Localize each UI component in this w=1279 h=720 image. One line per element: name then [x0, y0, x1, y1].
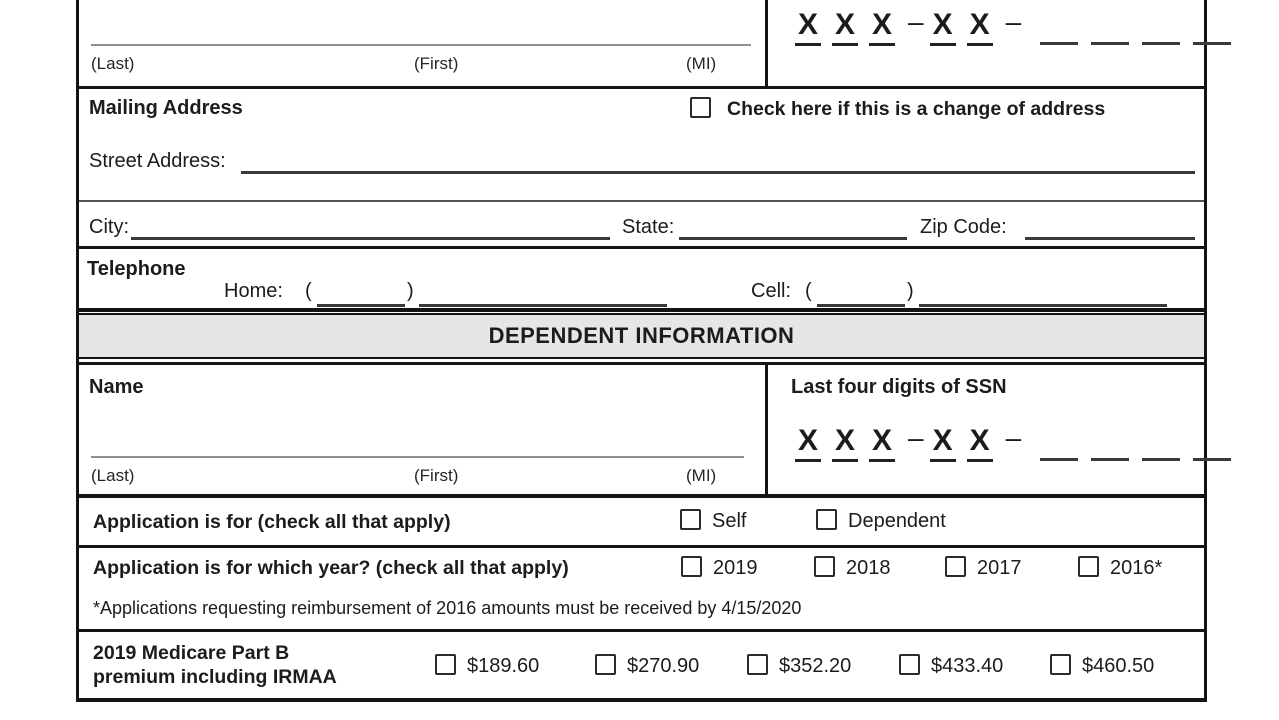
premium-18960-checkbox[interactable]	[435, 654, 456, 675]
ssn-x: X	[869, 426, 895, 462]
mi-caption: (MI)	[686, 466, 717, 485]
dependent-name-field[interactable]	[91, 456, 744, 458]
ssn-dash: –	[908, 6, 924, 37]
home-open-paren: (	[305, 280, 312, 302]
first-name-caption: (First)	[414, 466, 459, 485]
dependent-label: Dependent	[848, 510, 946, 532]
ssn-digit-slot[interactable]	[1091, 36, 1129, 45]
premium-label-line2: premium including IRMAA	[93, 666, 337, 688]
zip-label: Zip Code:	[920, 216, 1007, 238]
dependent-name-title: Name	[89, 376, 144, 398]
zip-field[interactable]	[1025, 216, 1195, 240]
application-year-label: Application is for which year? (check all that apply)	[93, 557, 569, 579]
premium-35220-checkbox[interactable]	[747, 654, 768, 675]
self-checkbox[interactable]	[680, 509, 701, 530]
mailing-address-title: Mailing Address	[89, 97, 243, 119]
cell-area-code-field[interactable]	[817, 280, 905, 307]
row-border	[79, 246, 1204, 249]
dependent-ssn-format[interactable]	[795, 424, 1231, 462]
row-border	[79, 629, 1204, 632]
first-name-caption: (First)	[414, 54, 459, 73]
last-name-caption: (Last)	[91, 466, 135, 485]
row-border	[79, 362, 1204, 365]
home-area-code-field[interactable]	[317, 280, 405, 307]
reimbursement-form	[76, 0, 1207, 702]
home-close-paren: )	[407, 280, 414, 302]
year-2017-label: 2017	[977, 557, 1022, 579]
ssn-x: X	[967, 10, 993, 46]
applicant-ssn-format[interactable]	[795, 8, 1231, 46]
ssn-dash: –	[1005, 6, 1022, 37]
year-footnote: *Applications requesting reimbursement of 2016 amounts must be received by 4/15/2020	[93, 598, 802, 618]
cell-open-paren: (	[805, 280, 812, 302]
premium-43340-checkbox[interactable]	[899, 654, 920, 675]
ssn-digit-slot[interactable]	[1193, 36, 1231, 45]
year-2016-label: 2016*	[1110, 557, 1163, 579]
year-2018-label: 2018	[846, 557, 891, 579]
dependent-checkbox[interactable]	[816, 509, 837, 530]
row-border	[79, 545, 1204, 548]
year-2019-label: 2019	[713, 557, 758, 579]
ssn-digit-slot[interactable]	[1142, 36, 1180, 45]
row-border	[79, 200, 1204, 202]
city-label: City:	[89, 216, 129, 238]
ssn-x: X	[832, 426, 858, 462]
cell-phone-field[interactable]	[919, 280, 1167, 307]
ssn-x: X	[967, 426, 993, 462]
ssn-digit-slot[interactable]	[1091, 452, 1129, 461]
street-address-label: Street Address:	[89, 150, 226, 172]
last-name-caption: (Last)	[91, 54, 135, 73]
ssn-x: X	[832, 10, 858, 46]
applicant-name-field[interactable]	[91, 44, 751, 46]
premium-35220-label: $352.20	[779, 655, 852, 677]
city-field[interactable]	[131, 216, 610, 240]
row-border	[79, 86, 1204, 89]
ssn-digit-slot[interactable]	[1142, 452, 1180, 461]
street-address-field[interactable]	[241, 150, 1195, 174]
cell-close-paren: )	[907, 280, 914, 302]
premium-46050-checkbox[interactable]	[1050, 654, 1071, 675]
cell-phone-label: Cell:	[751, 280, 792, 302]
year-2018-checkbox[interactable]	[814, 556, 835, 577]
ssn-dash: –	[1005, 422, 1022, 453]
cell-divider	[765, 0, 768, 86]
year-2017-checkbox[interactable]	[945, 556, 966, 577]
premium-46050-label: $460.50	[1082, 655, 1155, 677]
state-field[interactable]	[679, 216, 907, 240]
premium-18960-label: $189.60	[467, 655, 540, 677]
state-label: State:	[622, 216, 675, 238]
home-phone-field[interactable]	[419, 280, 667, 307]
ssn-x: X	[795, 426, 821, 462]
self-label: Self	[712, 510, 747, 532]
year-2016-checkbox[interactable]	[1078, 556, 1099, 577]
change-of-address-label: Check here if this is a change of address	[727, 98, 1106, 120]
premium-27090-checkbox[interactable]	[595, 654, 616, 675]
year-2019-checkbox[interactable]	[681, 556, 702, 577]
ssn-dash: –	[908, 422, 924, 453]
cell-divider	[765, 365, 768, 495]
ssn-x: X	[930, 10, 956, 46]
premium-27090-label: $270.90	[627, 655, 700, 677]
premium-43340-label: $433.40	[931, 655, 1004, 677]
row-border	[79, 308, 1204, 312]
change-of-address-checkbox[interactable]	[690, 97, 711, 118]
ssn-x: X	[869, 10, 895, 46]
ssn-digit-slot[interactable]	[1193, 452, 1231, 461]
telephone-title: Telephone	[87, 258, 186, 280]
home-phone-label: Home:	[224, 280, 283, 302]
dependent-ssn-title: Last four digits of SSN	[791, 376, 1007, 398]
row-border	[79, 494, 1204, 498]
ssn-digit-slot[interactable]	[1040, 452, 1078, 461]
ssn-digit-slot[interactable]	[1040, 36, 1078, 45]
premium-label-line1: 2019 Medicare Part B	[93, 642, 290, 664]
mi-caption: (MI)	[686, 54, 717, 73]
ssn-x: X	[930, 426, 956, 462]
dependent-information-header: DEPENDENT INFORMATION	[79, 313, 1204, 359]
ssn-x: X	[795, 10, 821, 46]
application-for-label: Application is for (check all that apply)	[93, 511, 451, 533]
